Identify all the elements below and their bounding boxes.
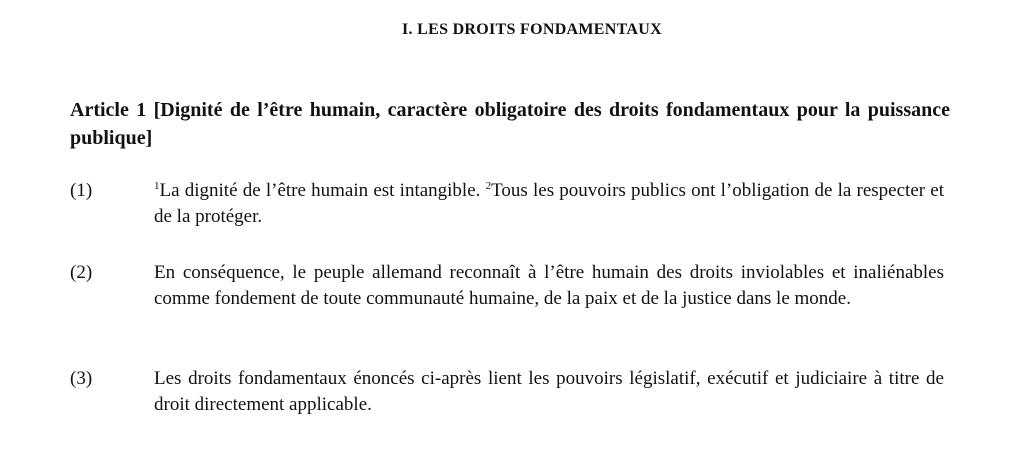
section-title: I. LES DROITS FONDAMENTAUX [402, 21, 662, 38]
paragraph-text: Les droits fondamentaux énoncés ci-après lient les pouvoirs législatif, exécutif et judiciaire à titre de droit directement applicable. [154, 368, 944, 415]
paragraph-number: (3) [70, 368, 93, 389]
paragraph-text: En conséquence, le peuple allemand reconnaît à l’être humain des droits inviolables et inaliénables comme fondement de toute communauté humaine, de la paix et de la justice dans le monde. [154, 262, 944, 309]
sentence-text: Tous les pouvoirs publics ont l’obligation de la respecter et de la protéger. [154, 180, 944, 227]
paragraph-number: (2) [70, 262, 93, 283]
sentence-number: 1 [154, 180, 160, 192]
paragraph-text [154, 178, 944, 230]
article-heading: Article 1 [Dignité de l’être humain, caractère obligatoire des droits fondamentaux pour la puissance publique] [70, 99, 950, 149]
sentence-text: La dignité de l’être humain est intangible. [159, 180, 486, 201]
paragraph-number: (1) [70, 180, 93, 201]
sentence-number: 2 [485, 180, 492, 192]
